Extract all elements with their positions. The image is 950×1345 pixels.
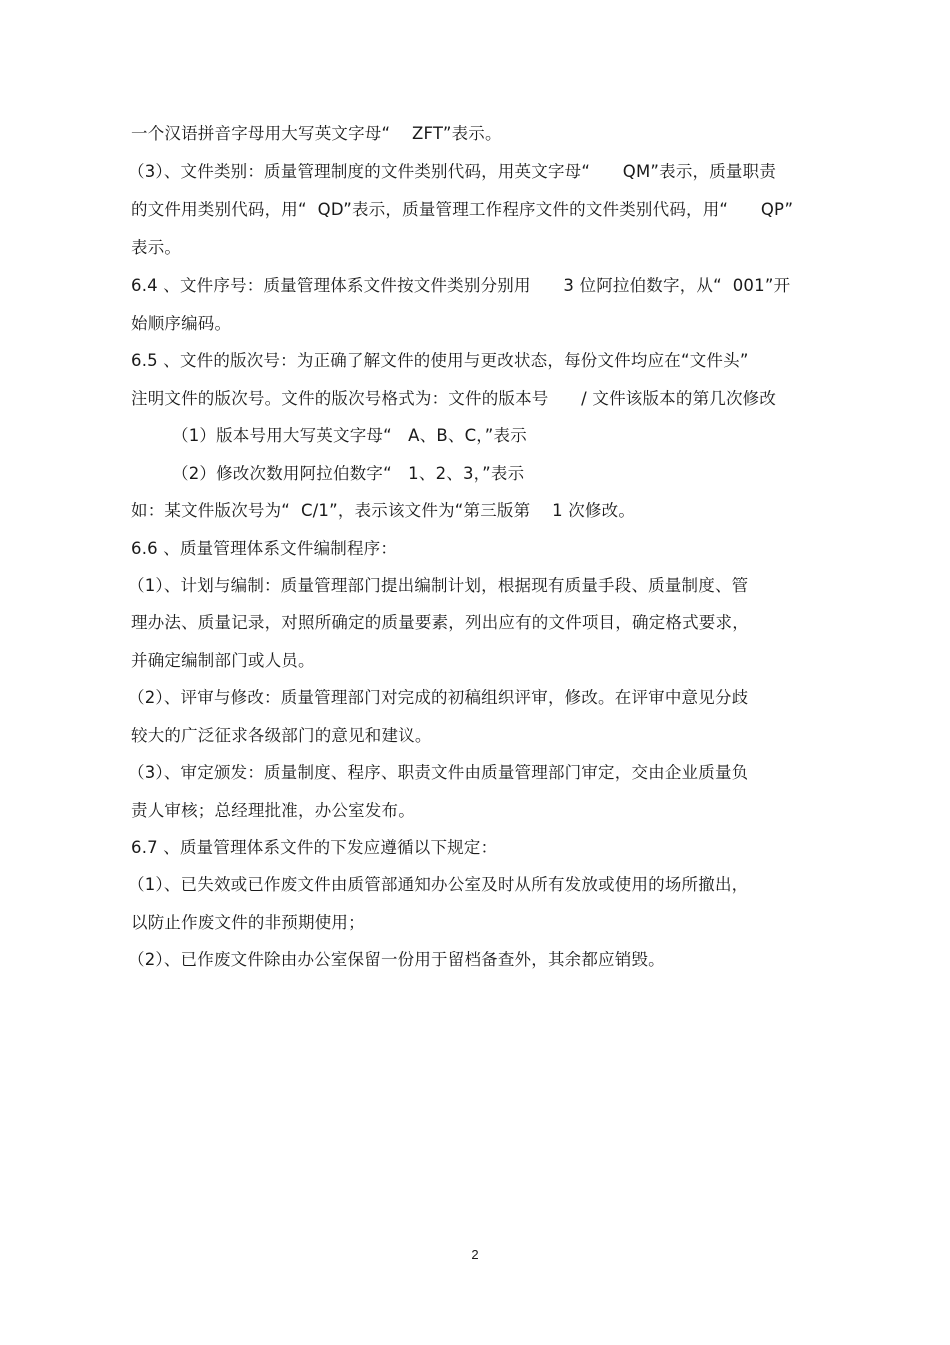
text-line: 如：某文件版次号为“ C/1”，表示该文件为“第三版第 1 次修改。 [131, 501, 636, 520]
text-line: （2）、评审与修改：质量管理部门对完成的初稿组织评审，修改。在评审中意见分歧 [128, 688, 749, 707]
text-line: 注明文件的版次号。文件的版次号格式为：文件的版本号 / 文件该版本的第几次修改 [131, 389, 777, 408]
text-line: 6.4 、文件序号：质量管理体系文件按文件类别分别用 3 位阿拉伯数字，从“ 001”开 [131, 276, 791, 295]
page-number: 2 [471, 1247, 479, 1262]
text-line: （3）、审定颁发：质量制度、程序、职责文件由质量管理部门审定，交由企业质量负 [128, 763, 749, 782]
text-line: 一个汉语拼音字母用大写英文字母“ ZFT”表示。 [131, 124, 502, 143]
text-line: （3）、文件类别：质量管理制度的文件类别代码，用英文字母“ QM”表示，质量职责 [128, 162, 777, 181]
text-line: 以防止作废文件的非预期使用； [131, 913, 365, 932]
text-line: 责人审核；总经理批准，办公室发布。 [131, 801, 415, 820]
text-line: 理办法、质量记录，对照所确定的质量要素，列出应有的文件项目，确定格式要求， [131, 613, 749, 632]
text-line: 始顺序编码。 [131, 314, 232, 333]
text-line: （2）修改次数用阿拉伯数字“ 1、2、3，”表示 [172, 464, 525, 483]
text-line: 6.7 、质量管理体系文件的下发应遵循以下规定： [131, 838, 498, 857]
text-line: 并确定编制部门或人员。 [131, 651, 315, 670]
text-line: 的文件用类别代码，用“ QD”表示，质量管理工作程序文件的文件类别代码，用“ QP” [131, 200, 794, 219]
text-line: 6.6 、质量管理体系文件编制程序： [131, 539, 398, 558]
text-line: （1）版本号用大写英文字母“ A、B、C，”表示 [172, 426, 527, 445]
text-line: 较大的广泛征求各级部门的意见和建议。 [131, 726, 432, 745]
text-line: 6.5 、文件的版次号：为正确了解文件的使用与更改状态，每份文件均应在“文件头” [131, 351, 749, 370]
text-line: （1）、计划与编制：质量管理部门提出编制计划，根据现有质量手段、质量制度、管 [128, 576, 749, 595]
text-line: （2）、已作废文件除由办公室保留一份用于留档备查外，其余都应销毁。 [128, 950, 665, 969]
text-line: 表示。 [131, 238, 182, 257]
text-line: （1）、已失效或已作废文件由质管部通知办公室及时从所有发放或使用的场所撤出， [128, 875, 749, 894]
